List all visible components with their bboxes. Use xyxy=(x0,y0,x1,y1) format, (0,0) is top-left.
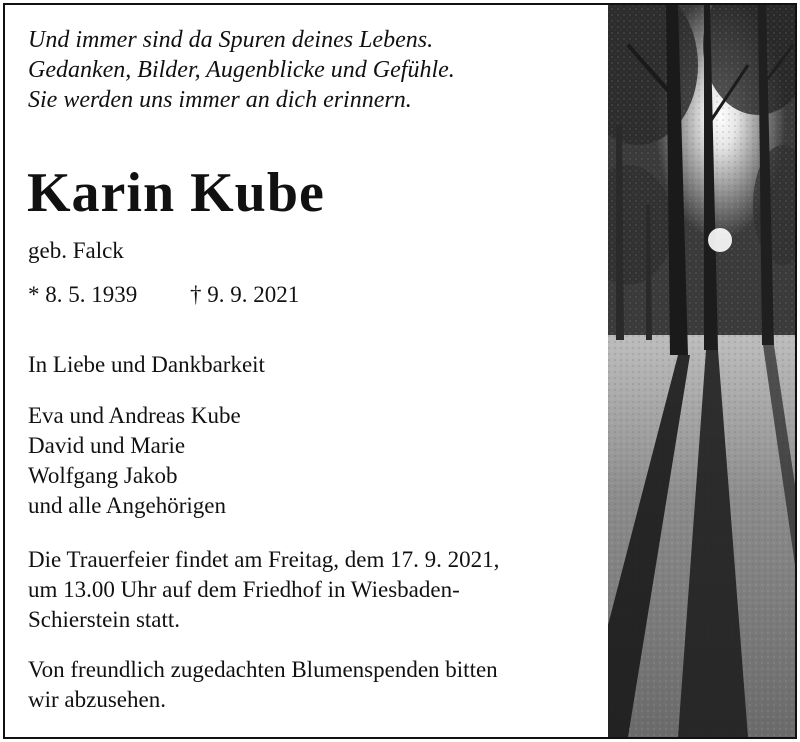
mourner-entry: Wolfgang Jakob xyxy=(28,463,178,488)
dedication-line: In Liebe und Dankbarkeit xyxy=(28,352,265,377)
birth-date: * 8. 5. 1939 xyxy=(28,282,138,307)
service-line: Schierstein statt. xyxy=(28,607,181,632)
mourner-entry: und alle Angehörigen xyxy=(28,493,227,518)
deceased-name: Karin Kube xyxy=(27,162,325,224)
poem-line: Sie werden uns immer an dich erinnern. xyxy=(28,87,412,113)
mourner-entry: David und Marie xyxy=(28,433,186,458)
flowers-line: wir abzusehen. xyxy=(28,687,166,712)
poem-line: Und immer sind da Spuren deines Lebens. xyxy=(28,27,434,53)
trees-in-park-photo xyxy=(608,5,795,737)
poem-line: Gedanken, Bilder, Augenblicke und Gefühle. xyxy=(28,57,455,83)
maiden-name: geb. Falck xyxy=(28,238,124,263)
mourner-entry: Eva und Andreas Kube xyxy=(28,403,241,428)
life-dates xyxy=(28,281,300,309)
flowers-line: Von freundlich zugedachten Blumenspenden bitten xyxy=(28,657,498,682)
obituary-notice xyxy=(3,3,797,739)
flower-donation-note xyxy=(28,655,498,715)
death-date: † 9. 9. 2021 xyxy=(190,282,300,307)
service-line: um 13.00 Uhr auf dem Friedhof in Wiesbaden- xyxy=(28,577,460,602)
mourners-list xyxy=(28,401,241,521)
service-line: Die Trauerfeier findet am Freitag, dem 17. 9. 2021, xyxy=(28,547,500,572)
funeral-service-info xyxy=(28,545,499,635)
memorial-poem xyxy=(28,25,455,115)
text-column xyxy=(5,5,605,737)
